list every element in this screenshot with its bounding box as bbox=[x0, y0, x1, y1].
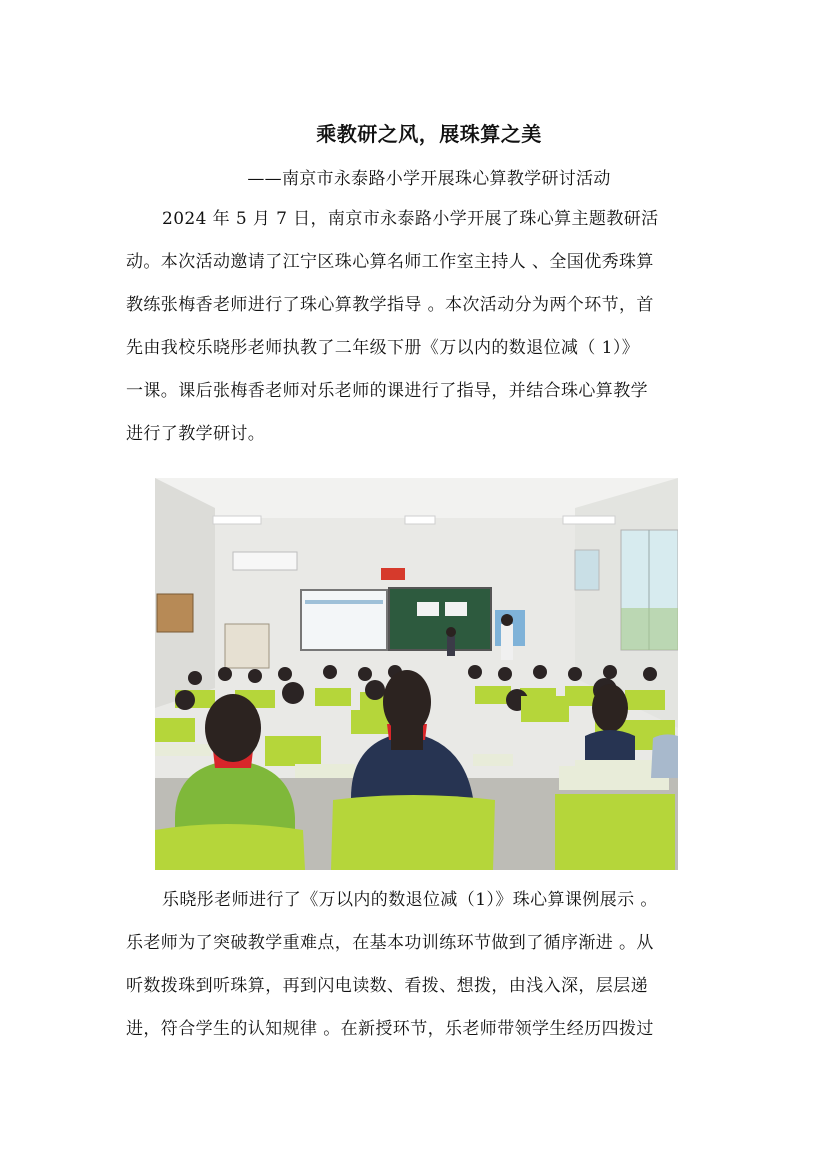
paragraph-line: 先由我校乐晓彤老师执教了二年级下册《万以内的数退位减（ 1）》 bbox=[126, 338, 640, 358]
paragraph-line: 听数拨珠到听珠算，再到闪电读数、看拨、想拨，由浅入深，层层递 bbox=[126, 976, 648, 996]
document-title: 乘教研之风，展珠算之美 bbox=[316, 122, 542, 146]
paragraph-line: 进行了教学研讨。 bbox=[126, 424, 266, 444]
paragraph-line: 进，符合学生的认知规律 。在新授环节，乐老师带领学生经历四拨过 bbox=[126, 1019, 654, 1039]
intro-paragraph bbox=[126, 198, 706, 456]
lesson-paragraph bbox=[126, 879, 706, 1051]
paragraph-line: 乐老师为了突破教学重难点，在基本功训练环节做到了循序渐进 。从 bbox=[126, 933, 654, 953]
paragraph-line: 2024 年 5 月 7 日，南京市永泰路小学开展了珠心算主题教研活 bbox=[162, 209, 659, 229]
paragraph-line: 乐晓彤老师进行了《万以内的数退位减（1）》珠心算课例展示 。 bbox=[162, 890, 658, 910]
paragraph-line: 教练张梅香老师进行了珠心算教学指导 。本次活动分为两个环节，首 bbox=[126, 295, 654, 315]
paragraph-line: 动。本次活动邀请了江宁区珠心算名师工作室主持人 、全国优秀珠算 bbox=[126, 252, 654, 272]
paragraph-line: 一课。课后张梅香老师对乐老师的课进行了指导，并结合珠心算教学 bbox=[126, 381, 648, 401]
classroom-photo bbox=[155, 478, 678, 870]
document-subtitle: ——南京市永泰路小学开展珠心算教学研讨活动 bbox=[247, 169, 611, 189]
